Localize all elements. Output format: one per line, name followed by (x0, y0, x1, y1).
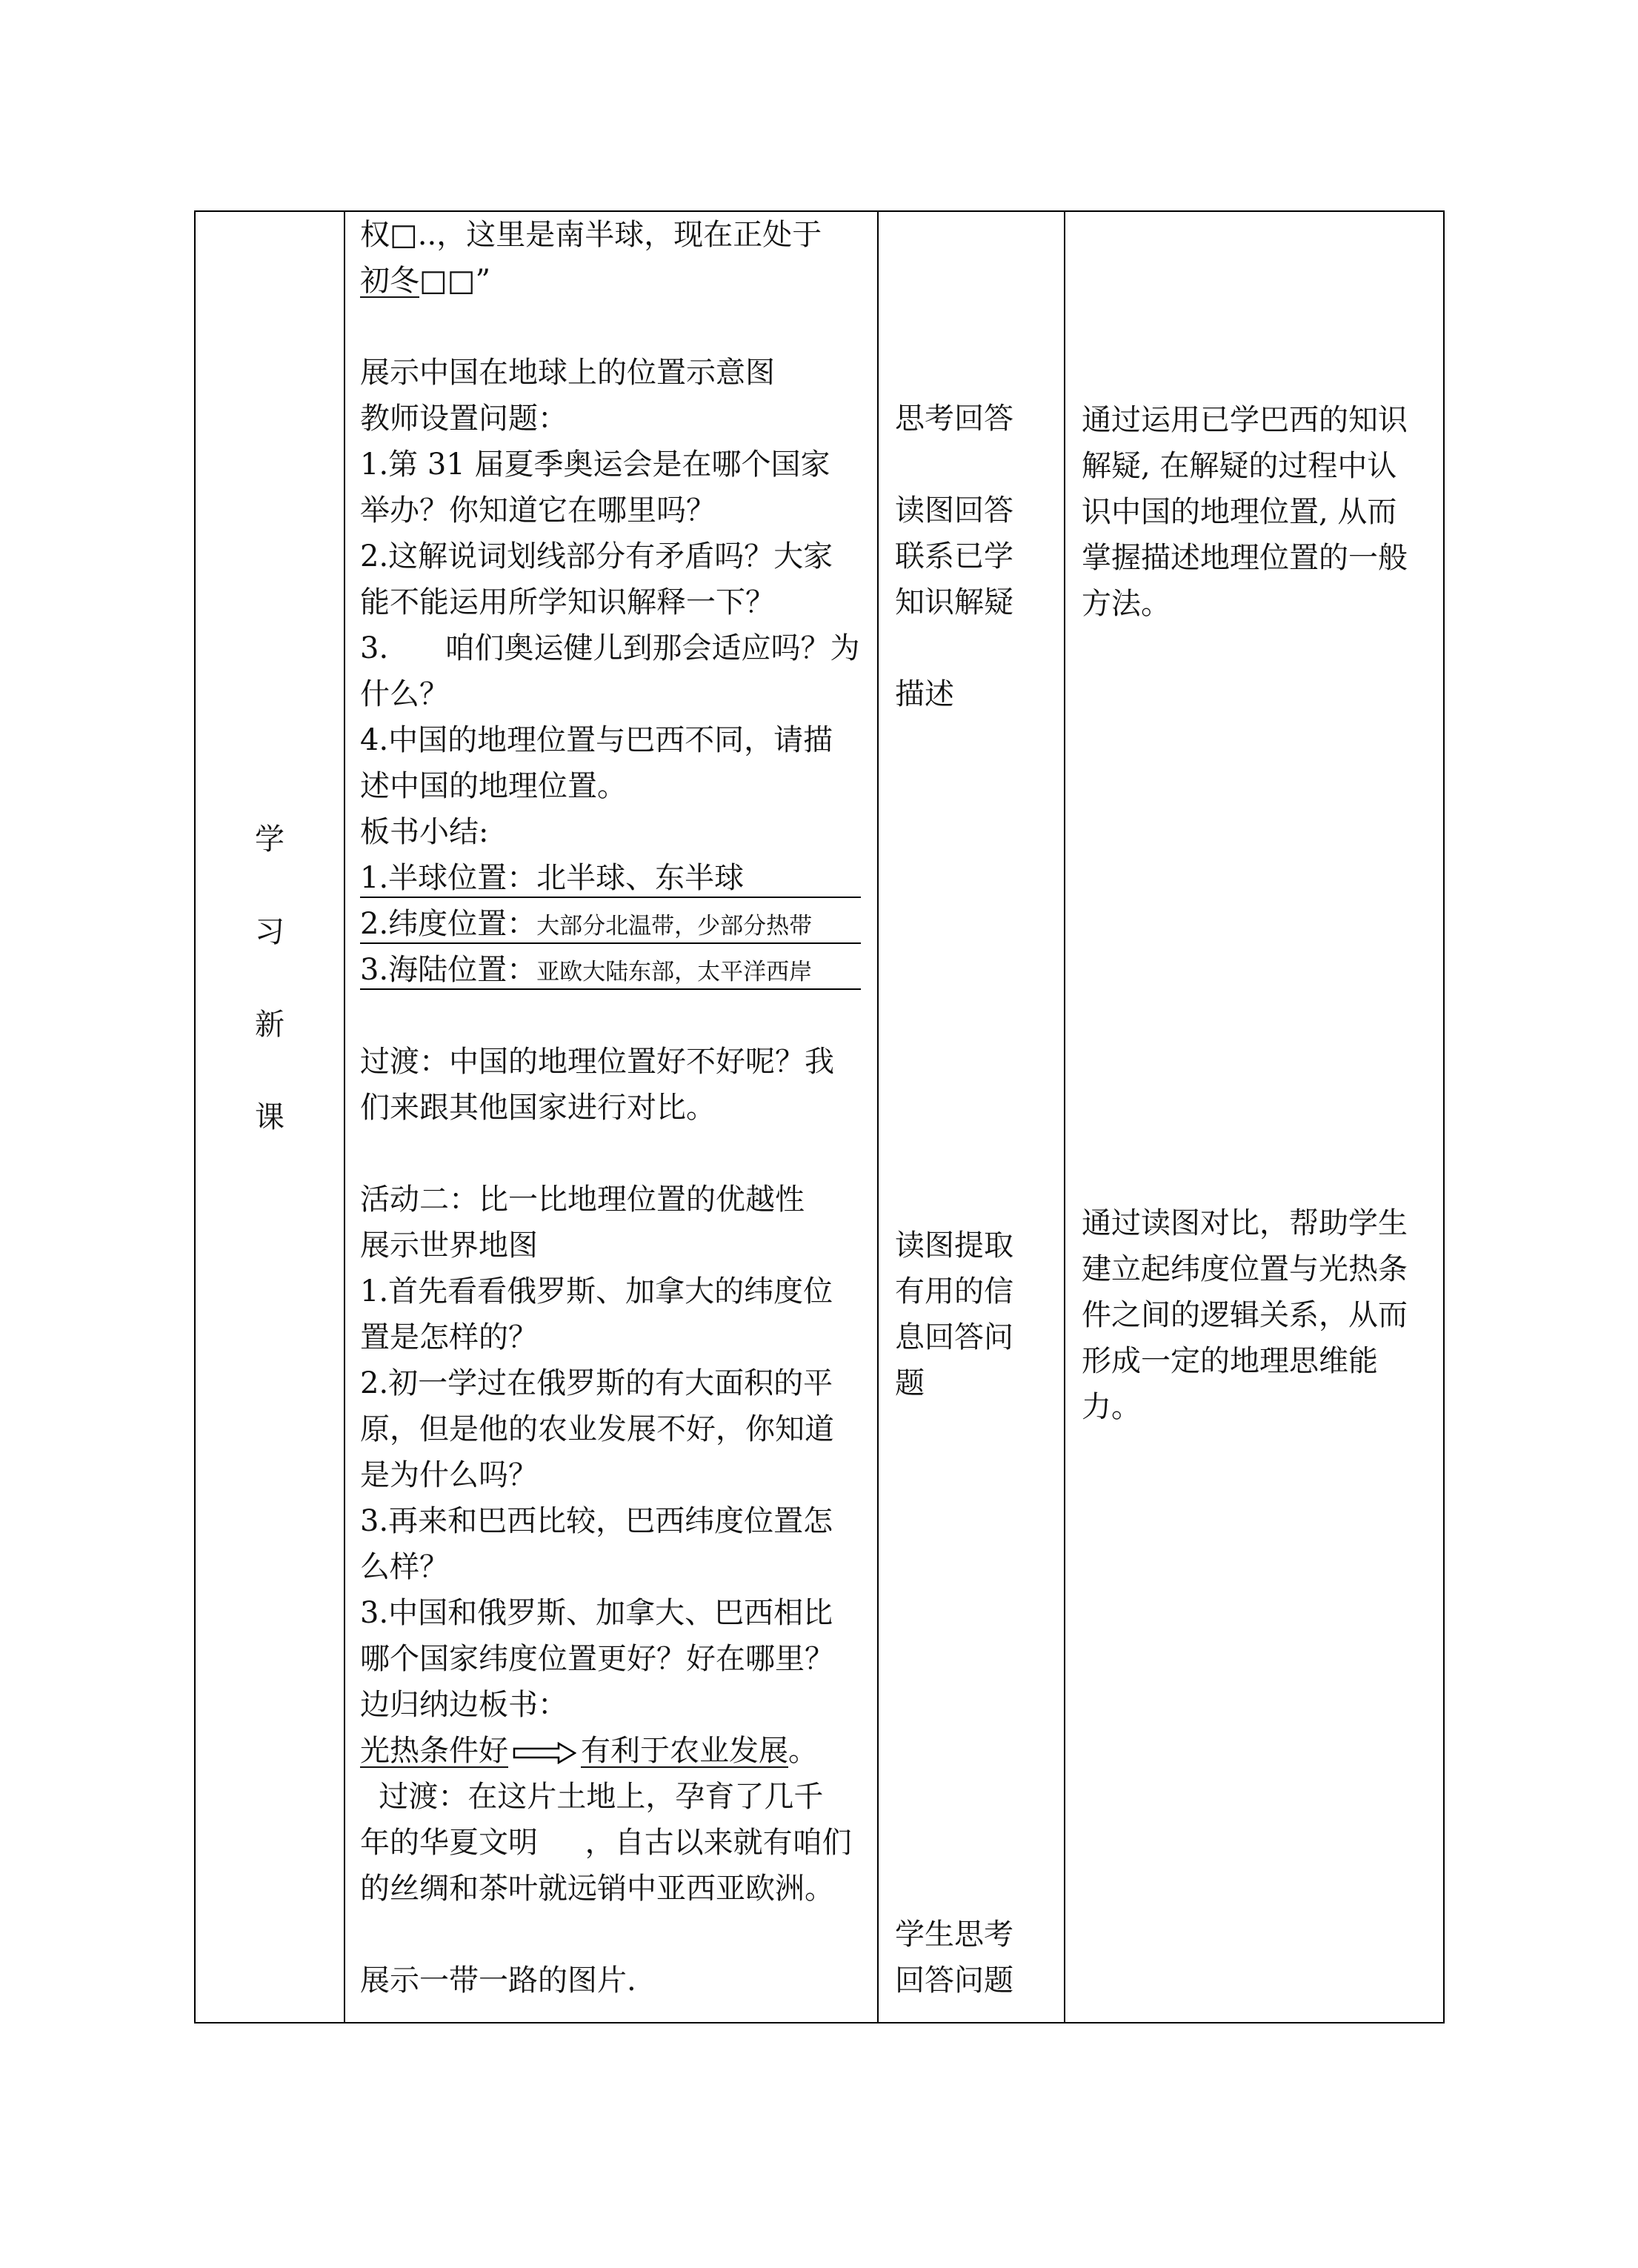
student-response-line: 思考回答 (895, 402, 1013, 436)
text-line: 展示中国在地球上的位置示意图 (360, 356, 775, 390)
question-line: 2.这解说词划线部分有矛盾吗？大家 (360, 539, 833, 573)
question-line: 3.再来和巴西比较，巴西纬度位置怎 (360, 1504, 833, 1538)
design-intent-line: 通过运用已学巴西的知识 (1082, 403, 1408, 437)
text-line: 展示世界地图 (360, 1228, 538, 1263)
question-line: 3. 咱们奥运健儿到那会适应吗？为 (360, 631, 860, 665)
design-intent-line: 解疑, 在解疑的过程中认 (1082, 449, 1397, 483)
question-line: 么样？ (360, 1550, 449, 1584)
student-response-line: 联系已学 (895, 539, 1013, 573)
question-line: 1.第 31 届夏季奥运会是在哪个国家 (360, 448, 830, 482)
design-intent-line: 建立起纬度位置与光热条 (1082, 1252, 1408, 1286)
section-label-char: 习 (255, 915, 284, 949)
underline-rule (360, 897, 861, 898)
question-line: 3.中国和俄罗斯、加拿大、巴西相比 (360, 1596, 833, 1630)
text-line: 们来跟其他国家进行对比。 (360, 1091, 716, 1125)
question-line: 举办？你知道它在哪里吗？ (360, 493, 716, 528)
student-response-line: 读图回答 (895, 493, 1013, 528)
text-line: 过渡：在这片土地上，孕育了几千 (360, 1780, 824, 1814)
question-line: 2.初一学过在俄罗斯的有大面积的平 (360, 1366, 833, 1400)
design-intent-line: 力。 (1082, 1390, 1141, 1424)
design-intent-line: 件之间的逻辑关系，从而 (1082, 1298, 1408, 1332)
underlined-phrase: 有利于农业发展 (581, 1734, 788, 1768)
underline-rule (360, 942, 861, 944)
student-response-line: 回答问题 (895, 1963, 1013, 1998)
section-label-char: 新 (255, 1008, 284, 1042)
text-line (360, 258, 490, 304)
design-intent-line: 通过读图对比，帮助学生 (1082, 1206, 1408, 1240)
question-line: 1.首先看看俄罗斯、加拿大的纬度位 (360, 1274, 833, 1308)
student-response-line: 息回答问 (895, 1320, 1013, 1354)
student-response-line: 读图提取 (895, 1228, 1013, 1263)
question-line: 述中国的地理位置。 (360, 769, 627, 803)
lesson-plan-table (194, 210, 1445, 2023)
design-intent-line: 方法。 (1082, 587, 1171, 621)
text-line: 的丝绸和茶叶就远销中亚西亚欧洲。 (360, 1872, 834, 1906)
student-response-line: 描述 (895, 677, 954, 711)
text-fragment: 。 (788, 1734, 818, 1768)
text-line: 教师设置问题： (360, 402, 567, 436)
text-line: 权□..，这里是南半球，现在正处于 (360, 218, 822, 252)
design-intent-column (1082, 212, 1437, 2022)
board-conclusion-line (360, 1728, 818, 1774)
teacher-activity-column (360, 212, 871, 2022)
underlined-phrase: 光热条件好 (360, 1734, 508, 1768)
student-response-line: 题 (895, 1366, 925, 1400)
question-line: 什么？ (360, 677, 449, 711)
student-response-line: 学生思考 (895, 1918, 1013, 1952)
question-line: 能不能运用所学知识解释一下？ (360, 585, 775, 619)
column-divider (877, 212, 879, 2022)
text-fragment: 大部分北温带，少部分热带 (536, 913, 813, 940)
text-line: 边归纳边板书： (360, 1688, 567, 1722)
double-arrow-icon (513, 1742, 576, 1764)
design-intent-line: 形成一定的地理思维能 (1082, 1344, 1378, 1378)
question-line: 置是怎样的？ (360, 1320, 538, 1354)
question-line: 是为什么吗？ (360, 1458, 538, 1492)
student-activity-column (895, 212, 1058, 2022)
board-summary-item: 1.半球位置：北半球、东半球 (360, 861, 745, 895)
underline-rule (360, 988, 861, 990)
text-fragment: □□” (419, 264, 491, 298)
board-summary-heading: 板书小结: (360, 815, 489, 849)
design-intent-line: 掌握描述地理位置的一般 (1082, 541, 1408, 575)
question-line: 哪个国家纬度位置更好？好在哪里？ (360, 1642, 834, 1676)
column-divider (344, 212, 345, 2022)
activity-heading: 活动二：比一比地理位置的优越性 (360, 1183, 805, 1217)
question-line: 原，但是他的农业发展不好，你知道 (360, 1412, 834, 1446)
text-line: 过渡：中国的地理位置好不好呢？我 (360, 1045, 834, 1079)
section-label-char: 课 (255, 1100, 284, 1134)
student-response-line: 有用的信 (895, 1274, 1013, 1308)
section-label-char: 学 (255, 822, 284, 857)
column-divider (1064, 212, 1065, 2022)
text-line: 展示一带一路的图片. (360, 1963, 636, 1998)
text-fragment: 3.海陆位置： (360, 953, 537, 987)
text-fragment: 亚欧大陆东部，太平洋西岸 (536, 959, 813, 985)
design-intent-line: 识中国的地理位置, 从而 (1082, 495, 1397, 529)
student-response-line: 知识解疑 (895, 585, 1013, 619)
section-label-column (196, 212, 344, 2022)
text-fragment: 2.纬度位置： (360, 907, 537, 941)
underlined-phrase: 初冬 (360, 264, 419, 298)
question-line: 4.中国的地理位置与巴西不同，请描 (360, 723, 833, 757)
text-line: 年的华夏文明 ，自古以来就有咱们 (360, 1826, 852, 1860)
